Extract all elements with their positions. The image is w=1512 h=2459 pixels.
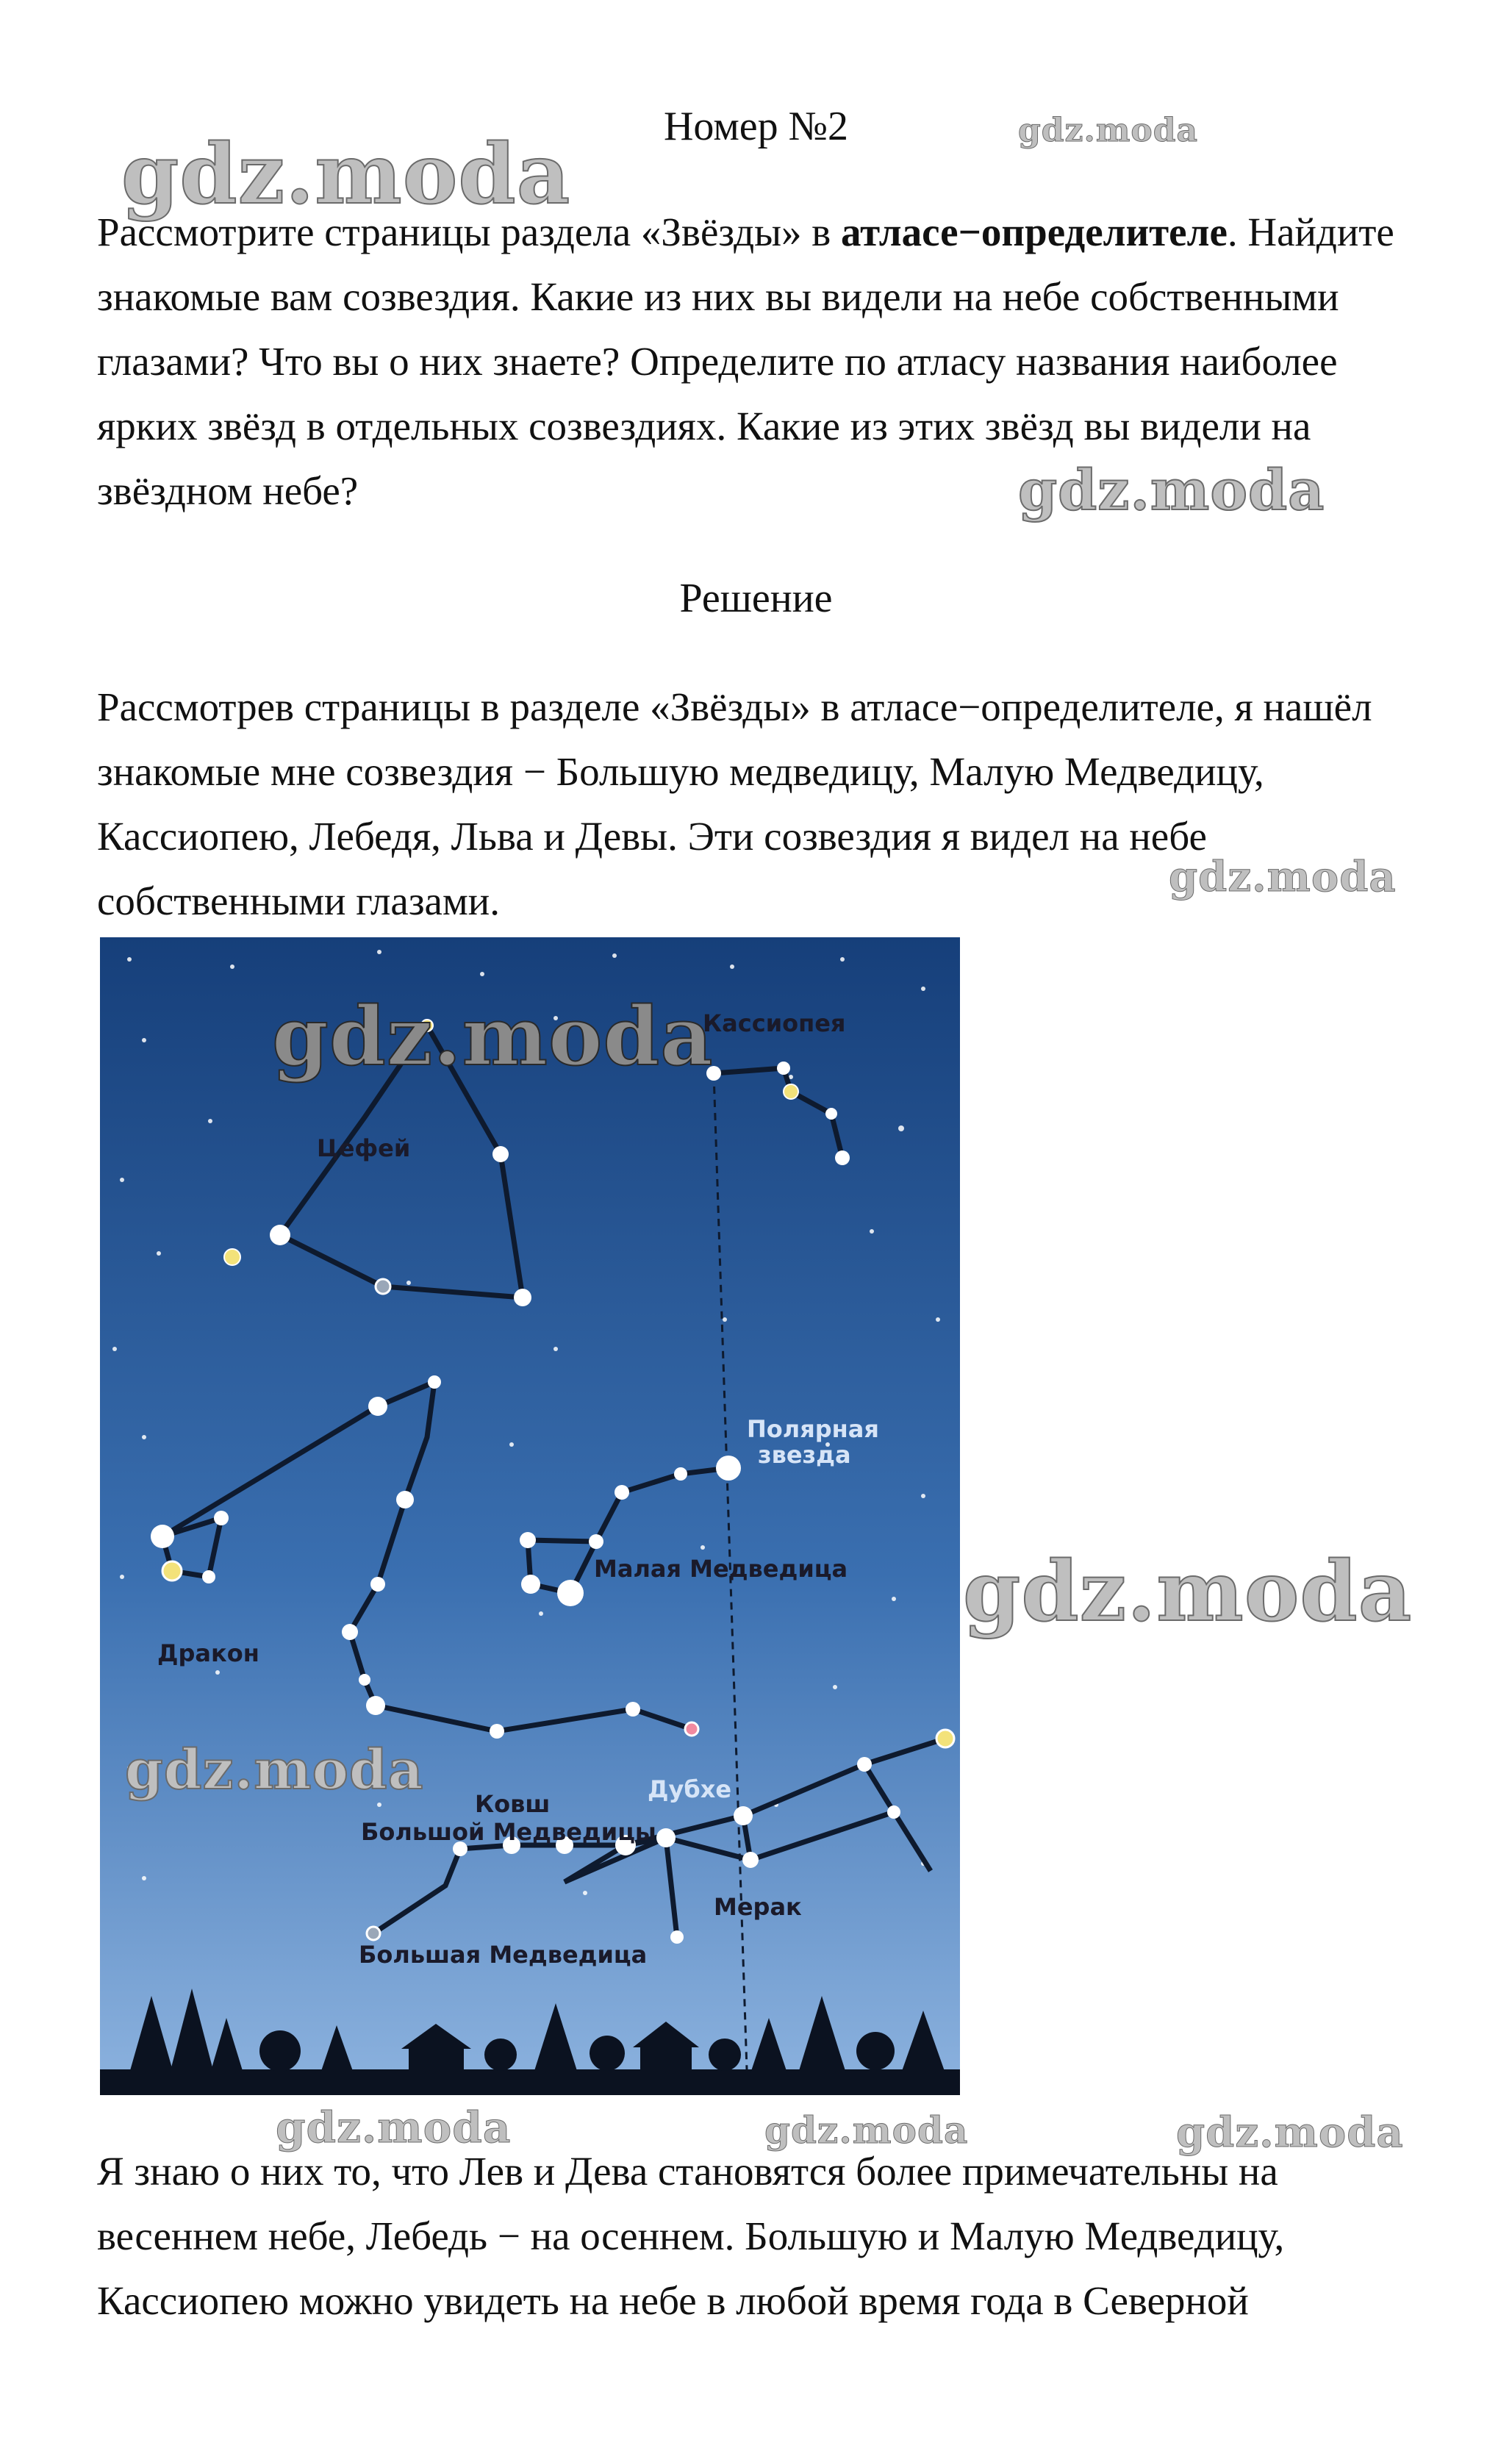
label-dubhe: Дубхе: [648, 1775, 732, 1803]
label-draco: Дракон: [157, 1639, 259, 1667]
watermark-3: gdz.moda: [1018, 457, 1325, 523]
task-text-after: . Найдите знакомые вам созвездия. Какие из них вы видели на небе собственными глазами? Что вы о них знаете? Определите по атласу названия наиболее ярких звёзд в отдельных созвездиях. Какие из этих звёзд вы видели на звёздном небе?: [97, 210, 1394, 513]
answer-paragraph-1: Рассмотрев страницы в разделе «Звёзды» в атласе−определителе, я нашёл знакомые мне созвездия − Большую медведицу, Малую Медведицу, Кассиопею, Лебедя, Льва и Девы. Эти созвездия я видел на небе собственными глазами.: [97, 684, 1372, 923]
constellation-map: [100, 937, 960, 2095]
label-polaris-2: звезда: [758, 1441, 851, 1469]
label-ursa-major: Большая Медведица: [359, 1941, 648, 1969]
task-text: [97, 200, 1435, 523]
label-merak: Мерак: [714, 1893, 802, 1921]
watermark-7: gdz.moda: [125, 1739, 424, 1802]
label-dipper-2: Большой Медведицы: [361, 1818, 656, 1846]
watermark-5: gdz.moda: [272, 989, 714, 1084]
watermark-10: gdz.moda: [1176, 2108, 1404, 2157]
task-text-before: Рассмотрите страницы раздела «Звёзды» в: [97, 210, 841, 254]
constellation-map-svg: [100, 937, 960, 2095]
watermark-2: gdz.moda: [1018, 112, 1199, 149]
answer-paragraph-2: Я знаю о них то, что Лев и Дева становятся более примечательны на весеннем небе, Лебедь − на осеннем. Большую и Малую Медведицу, Кассиопею можно увидеть на небе в любой время года в Северной: [97, 2149, 1285, 2323]
page-number: Номер №2: [663, 104, 849, 149]
watermark-4: gdz.moda: [1169, 853, 1397, 901]
label-dipper-1: Ковш: [475, 1790, 551, 1818]
watermark-6: gdz.moda: [963, 1544, 1413, 1640]
label-polaris-1: Полярная: [747, 1415, 879, 1443]
label-cepheus: Цефей: [317, 1134, 411, 1162]
solution-title: Решение: [679, 576, 833, 621]
watermark-8: gdz.moda: [276, 2102, 512, 2152]
watermark-1: gdz.moda: [121, 126, 571, 223]
label-cassiopeia: Кассиопея: [703, 1009, 846, 1037]
task-text-bold: атласе−определителе: [841, 210, 1228, 254]
watermark-9: gdz.moda: [764, 2108, 969, 2152]
label-ursa-minor: Малая Медведица: [594, 1555, 848, 1583]
